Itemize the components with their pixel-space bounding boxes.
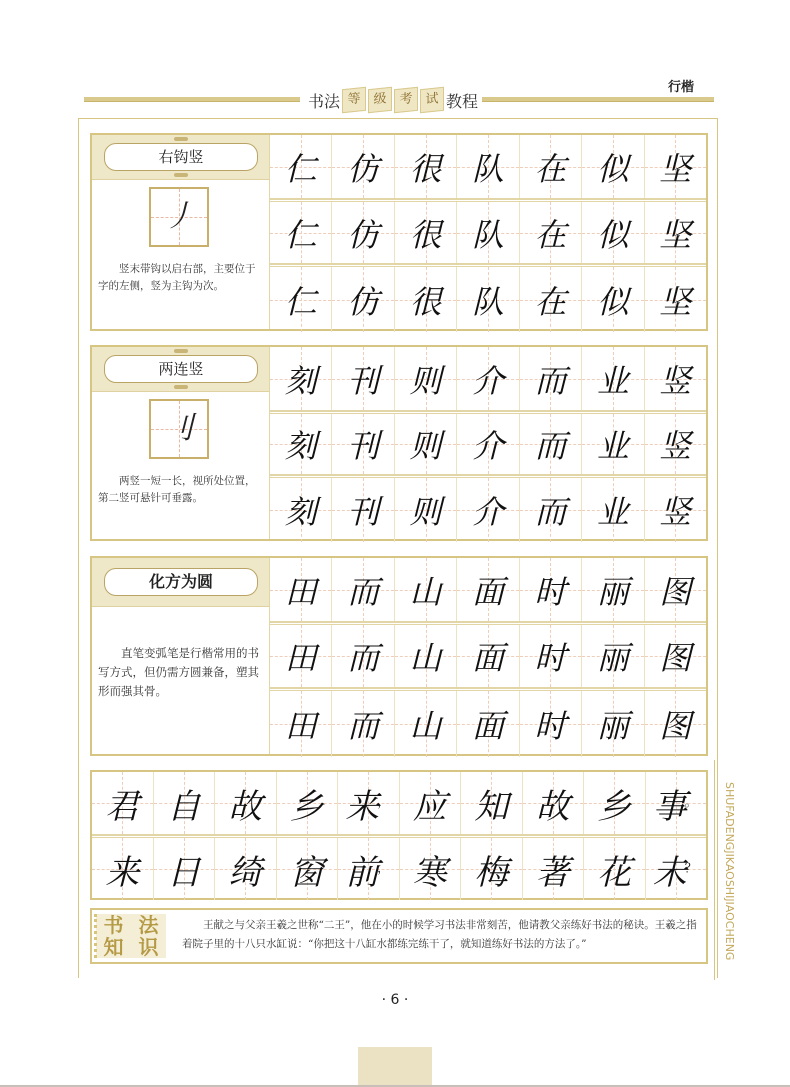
side-rule	[714, 760, 715, 980]
grid-cell: 而	[332, 625, 394, 687]
grid-cell: 山	[395, 691, 457, 757]
grid-cell: 丽	[582, 625, 644, 687]
lesson-title: 两连竖	[104, 355, 258, 383]
grid-cell: 介	[457, 414, 519, 474]
grid-cell: 介	[457, 478, 519, 542]
practice-grid	[270, 347, 706, 539]
grid-cell: 业	[582, 414, 644, 474]
grid-cell: 在	[520, 267, 582, 332]
header-rule-right	[482, 97, 714, 102]
ornament-icon	[174, 349, 188, 353]
grid-cell: 自	[154, 772, 216, 834]
grid-cell: 队	[457, 202, 519, 263]
punctuation: 。	[684, 794, 697, 809]
grid-cell: 时	[520, 558, 582, 621]
grid-row	[270, 135, 706, 199]
grid-cell: 而	[332, 558, 394, 621]
grid-cell: 田	[270, 625, 332, 687]
lesson-section	[90, 345, 708, 541]
lesson-title: 右钩竖	[104, 143, 258, 171]
grid-cell: 未 ？	[646, 838, 707, 900]
lesson-description: 直笔变弧笔是行楷常用的书写方式，但仍需方圆兼备，塑其形而强其骨。	[98, 646, 259, 698]
grid-cell: 刊	[332, 478, 394, 542]
grid-cell: 仿	[332, 202, 394, 263]
grid-cell: 乡	[277, 772, 339, 834]
grid-cell: 竖	[645, 347, 706, 410]
punctuation: ，	[377, 860, 390, 875]
grid-cell: 业	[582, 347, 644, 410]
grid-cell: 绮	[215, 838, 277, 900]
grid-row	[270, 347, 706, 411]
grid-cell: 著	[523, 838, 585, 900]
grid-cell: 而	[332, 691, 394, 757]
grid-cell: 面	[457, 625, 519, 687]
grid-row	[270, 264, 706, 332]
grid-cell: 丽	[582, 558, 644, 621]
poem-practice-grid	[90, 770, 708, 900]
grid-row	[270, 622, 706, 688]
lesson-header	[92, 558, 269, 607]
ornament-icon	[174, 385, 188, 389]
grid-cell: 很	[395, 267, 457, 332]
practice-grid	[270, 135, 706, 329]
grid-cell: 仿	[332, 135, 394, 198]
grid-cell: 图	[645, 691, 706, 757]
grid-cell: 介	[457, 347, 519, 410]
grid-cell: 刊	[332, 414, 394, 474]
grid-cell: 时	[520, 691, 582, 757]
style-label: 行楷	[668, 80, 695, 95]
grid-cell: 刻	[270, 414, 332, 474]
practice-grid	[270, 558, 706, 754]
grid-cell: 仁	[270, 202, 332, 263]
grid-cell: 乡	[584, 772, 646, 834]
grid-cell: 在	[520, 202, 582, 263]
grid-cell: 很	[395, 135, 457, 198]
stroke-demo-box	[149, 187, 209, 247]
grid-cell: 队	[457, 135, 519, 198]
grid-row	[270, 558, 706, 622]
title-suffix: 教程	[446, 91, 479, 111]
grid-cell: 山	[395, 625, 457, 687]
grid-cell: 而	[520, 478, 582, 542]
grid-cell: 仁	[270, 135, 332, 198]
grid-cell: 刻	[270, 478, 332, 542]
punctuation: ？	[684, 860, 697, 875]
lesson-info-panel	[92, 347, 270, 539]
calligraphy-knowledge-box	[90, 908, 708, 964]
grid-cell: 知	[461, 772, 523, 834]
stroke-demo: 丿	[164, 199, 194, 234]
side-pinyin-title: SHUFADENGJIKAOSHIJIAOCHENG	[723, 782, 736, 961]
grid-row	[270, 411, 706, 475]
grid-cell: 而	[520, 347, 582, 410]
lesson-section	[90, 556, 708, 756]
grid-cell: 时	[520, 625, 582, 687]
grid-cell: 仿	[332, 267, 394, 332]
title-prefix: 书法	[308, 91, 341, 111]
poem-line	[92, 835, 706, 900]
grid-cell: 日	[154, 838, 216, 900]
title-box: 级	[368, 87, 392, 114]
lesson-description: 竖末带钩以启右部，主要位于字的左侧，竖为主钩为次。	[98, 263, 256, 292]
book-title	[308, 86, 478, 114]
grid-row	[270, 475, 706, 542]
grid-cell: 则	[395, 414, 457, 474]
grid-cell: 坚	[645, 267, 706, 332]
grid-cell: 寒	[400, 838, 462, 900]
grid-cell: 刊	[332, 347, 394, 410]
lesson-header	[92, 135, 269, 180]
grid-cell: 来	[92, 838, 154, 900]
ornament-icon	[174, 137, 188, 141]
grid-cell: 则	[395, 478, 457, 542]
grid-cell: 竖	[645, 414, 706, 474]
grid-cell: 仁	[270, 267, 332, 332]
lesson-header	[92, 347, 269, 392]
grid-cell: 坚	[645, 202, 706, 263]
grid-cell: 图	[645, 558, 706, 621]
grid-cell: 窗	[277, 838, 339, 900]
lesson-section	[90, 133, 708, 331]
grid-cell: 则	[395, 347, 457, 410]
grid-cell: 在	[520, 135, 582, 198]
knowledge-text: 王献之与父亲王羲之世称“二王”，他在小的时候学习书法非常刻苦，他请教父亲练好书法的秘诀。王羲之指着院子里的十八只水缸说：“你把这十八缸水都练完练干了，就知道练好书法的方法了。”	[182, 919, 697, 950]
grid-cell: 前 ，	[338, 838, 400, 900]
grid-cell: 田	[270, 558, 332, 621]
grid-cell: 面	[457, 558, 519, 621]
grid-cell: 故	[523, 772, 585, 834]
grid-cell: 丽	[582, 691, 644, 757]
grid-cell: 刻	[270, 347, 332, 410]
grid-row	[270, 688, 706, 757]
title-box: 等	[342, 87, 366, 114]
grid-cell: 梅	[461, 838, 523, 900]
grid-cell: 业	[582, 478, 644, 542]
grid-cell: 面	[457, 691, 519, 757]
page-number: · 6 ·	[381, 992, 409, 1008]
grid-cell: 君	[92, 772, 154, 834]
poem-line	[92, 772, 706, 835]
grid-cell: 图	[645, 625, 706, 687]
header-rule-left	[84, 97, 300, 102]
grid-cell: 山	[395, 558, 457, 621]
grid-cell: 竖	[645, 478, 706, 542]
stroke-demo-box	[149, 399, 209, 459]
grid-cell: 坚	[645, 135, 706, 198]
title-box: 试	[420, 87, 444, 114]
grid-cell: 而	[520, 414, 582, 474]
grid-cell: 来 ，	[338, 772, 400, 834]
grid-cell: 似	[582, 202, 644, 263]
stroke-demo: 刂	[164, 411, 194, 446]
grid-cell: 花	[584, 838, 646, 900]
grid-cell: 似	[582, 267, 644, 332]
lesson-info-panel	[92, 558, 270, 754]
lesson-info-panel	[92, 135, 270, 329]
grid-cell: 事 。	[646, 772, 707, 834]
grid-cell: 很	[395, 202, 457, 263]
page-tab	[358, 1047, 432, 1087]
grid-cell: 队	[457, 267, 519, 332]
lesson-description: 两竖一短一长，视所处位置，第二竖可悬针可垂露。	[98, 475, 256, 504]
grid-cell: 似	[582, 135, 644, 198]
ornament-icon	[174, 173, 188, 177]
title-box: 考	[394, 87, 418, 114]
grid-cell: 故	[215, 772, 277, 834]
grid-cell: 田	[270, 691, 332, 757]
grid-row	[270, 199, 706, 264]
grid-cell: 应	[400, 772, 462, 834]
knowledge-badge: 书 法 知 识	[96, 914, 166, 958]
lesson-title: 化方为圆	[104, 568, 258, 596]
punctuation: ，	[377, 794, 390, 809]
